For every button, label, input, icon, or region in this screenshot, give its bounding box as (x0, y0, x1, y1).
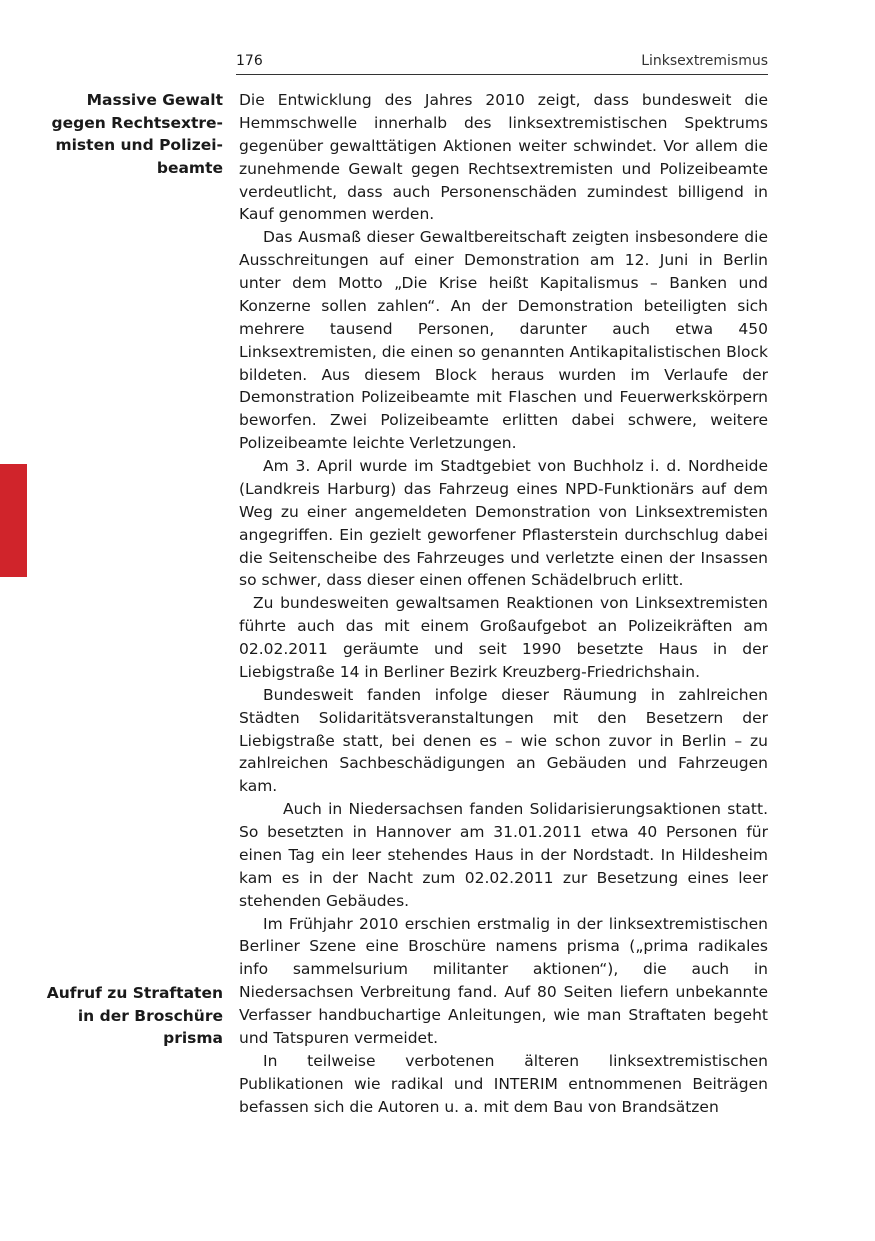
paragraph: Das Ausmaß dieser Gewaltbereitschaft zeigten insbesondere die Ausschreitungen auf einer Demonstration am 12. Juni in Berlin unter dem Motto „Die Krise heißt Kapitalismus – Banken und Konzerne sollen zahlen“. An der Demonstration beteiligten sich mehrere tausend Personen, darunter auch etwa 450 Linksextremisten, die einen so genannten Antikapitalistischen Block bildeten. Aus diesem Block heraus wurden im Verlaufe der Demonstration Polizeibeamte mit Flaschen und Feuerwerkskörpern beworfen. Zwei Polizeibeamte erlitten dabei schwere, weitere Polizeibeamte leichte Verletzungen. (239, 228, 768, 453)
margin-note-line: in der Broschüre (77, 1006, 223, 1025)
margin-note-line: Massive Gewalt (86, 91, 223, 109)
page-header (236, 52, 768, 75)
paragraph: Zu bundesweiten gewaltsamen Reaktionen von Linksextremisten führte auch das mit einem Großaufgebot an Polizeikräften am 02.02.2011 geräumte und seit 1990 besetzte Haus in der Liebigstraße 14 in Berliner Bezirk Kreuzberg-Friedrichshain. (239, 594, 768, 681)
paragraph: Auch in Niedersachsen fanden Solidarisierungsaktionen statt. So besetzten in Hannover am 31.01.2011 etwa 40 Personen für einen Tag ein leer stehendes Haus in der Nordstadt. In Hildesheim kam es in der Nacht zum 02.02.2011 zur Besetzung eines leer stehenden Gebäudes. (239, 800, 768, 910)
paragraph: Bundesweit fanden infolge dieser Räumung in zahlreichen Städten Solidaritätsveranstaltungen mit den Besetzern der Liebigstraße statt, bei denen es – wie schon zuvor in Berlin – zu zahlreichen Sachbeschädigungen an Gebäuden und Fahrzeugen kam. (239, 685, 768, 796)
margin-note-line: beamte (156, 158, 223, 177)
paragraph: Im Frühjahr 2010 erschien erstmalig in der linksextremistischen Berliner Szene eine Broschüre namens prisma („prima radikales info sammelsurium militanter aktionen“), die auch in Niedersachsen Verbreitung fand. Auf 80 Seiten liefern unbekannte Verfasser handbuchartige Anleitungen, wie man Straftaten begeht und Tatspuren vermeidet. (239, 914, 768, 1047)
paragraph: Die Entwicklung des Jahres 2010 zeigt, dass bundesweit die Hemmschwelle innerhalb des linksextremistischen Spektrums gegenüber gewalttätigen Aktionen weiter schwindet. Vor allem die zunehmende Gewalt gegen Rechtsextremisten und Polizeibeamte verdeutlicht, dass auch Personenschäden zumindest billigend in Kauf genommen werden. (239, 91, 768, 224)
margin-note-line: misten und Polizei- (55, 136, 223, 154)
running-title: Linksextremismus (641, 53, 768, 69)
margin-note-violence (30, 89, 223, 179)
paragraph: Am 3. April wurde im Stadtgebiet von Buchholz i. d. Nordheide (Landkreis Harburg) das Fahrzeug eines NPD-Funktionärs auf dem Weg zu einer angemeldeten Demonstration von Linksextremisten angegriffen. Ein gezielt geworfener Pflasterstein durchschlug dabei die Seitenscheibe des Fahrzeuges und verletzte einen der Insassen so schwer, dass dieser einen offenen Schädelbruch erlitt. (239, 457, 768, 590)
margin-note-line: Aufruf zu Straftaten (46, 984, 223, 1002)
page-number: 176 (236, 53, 263, 69)
margin-note-line: gegen Rechtsextre- (51, 113, 223, 132)
margin-note-prisma (30, 982, 223, 1050)
margin-note-line: prisma (163, 1029, 223, 1047)
chapter-tab-marker (0, 464, 27, 577)
main-body-text (239, 89, 768, 1118)
paragraph: In teilweise verbotenen älteren linksextremistischen Publikationen wie radikal und INTERIM entnommenen Beiträgen befassen sich die Autoren u. a. mit dem Bau von Brandsätzen (239, 1051, 768, 1116)
